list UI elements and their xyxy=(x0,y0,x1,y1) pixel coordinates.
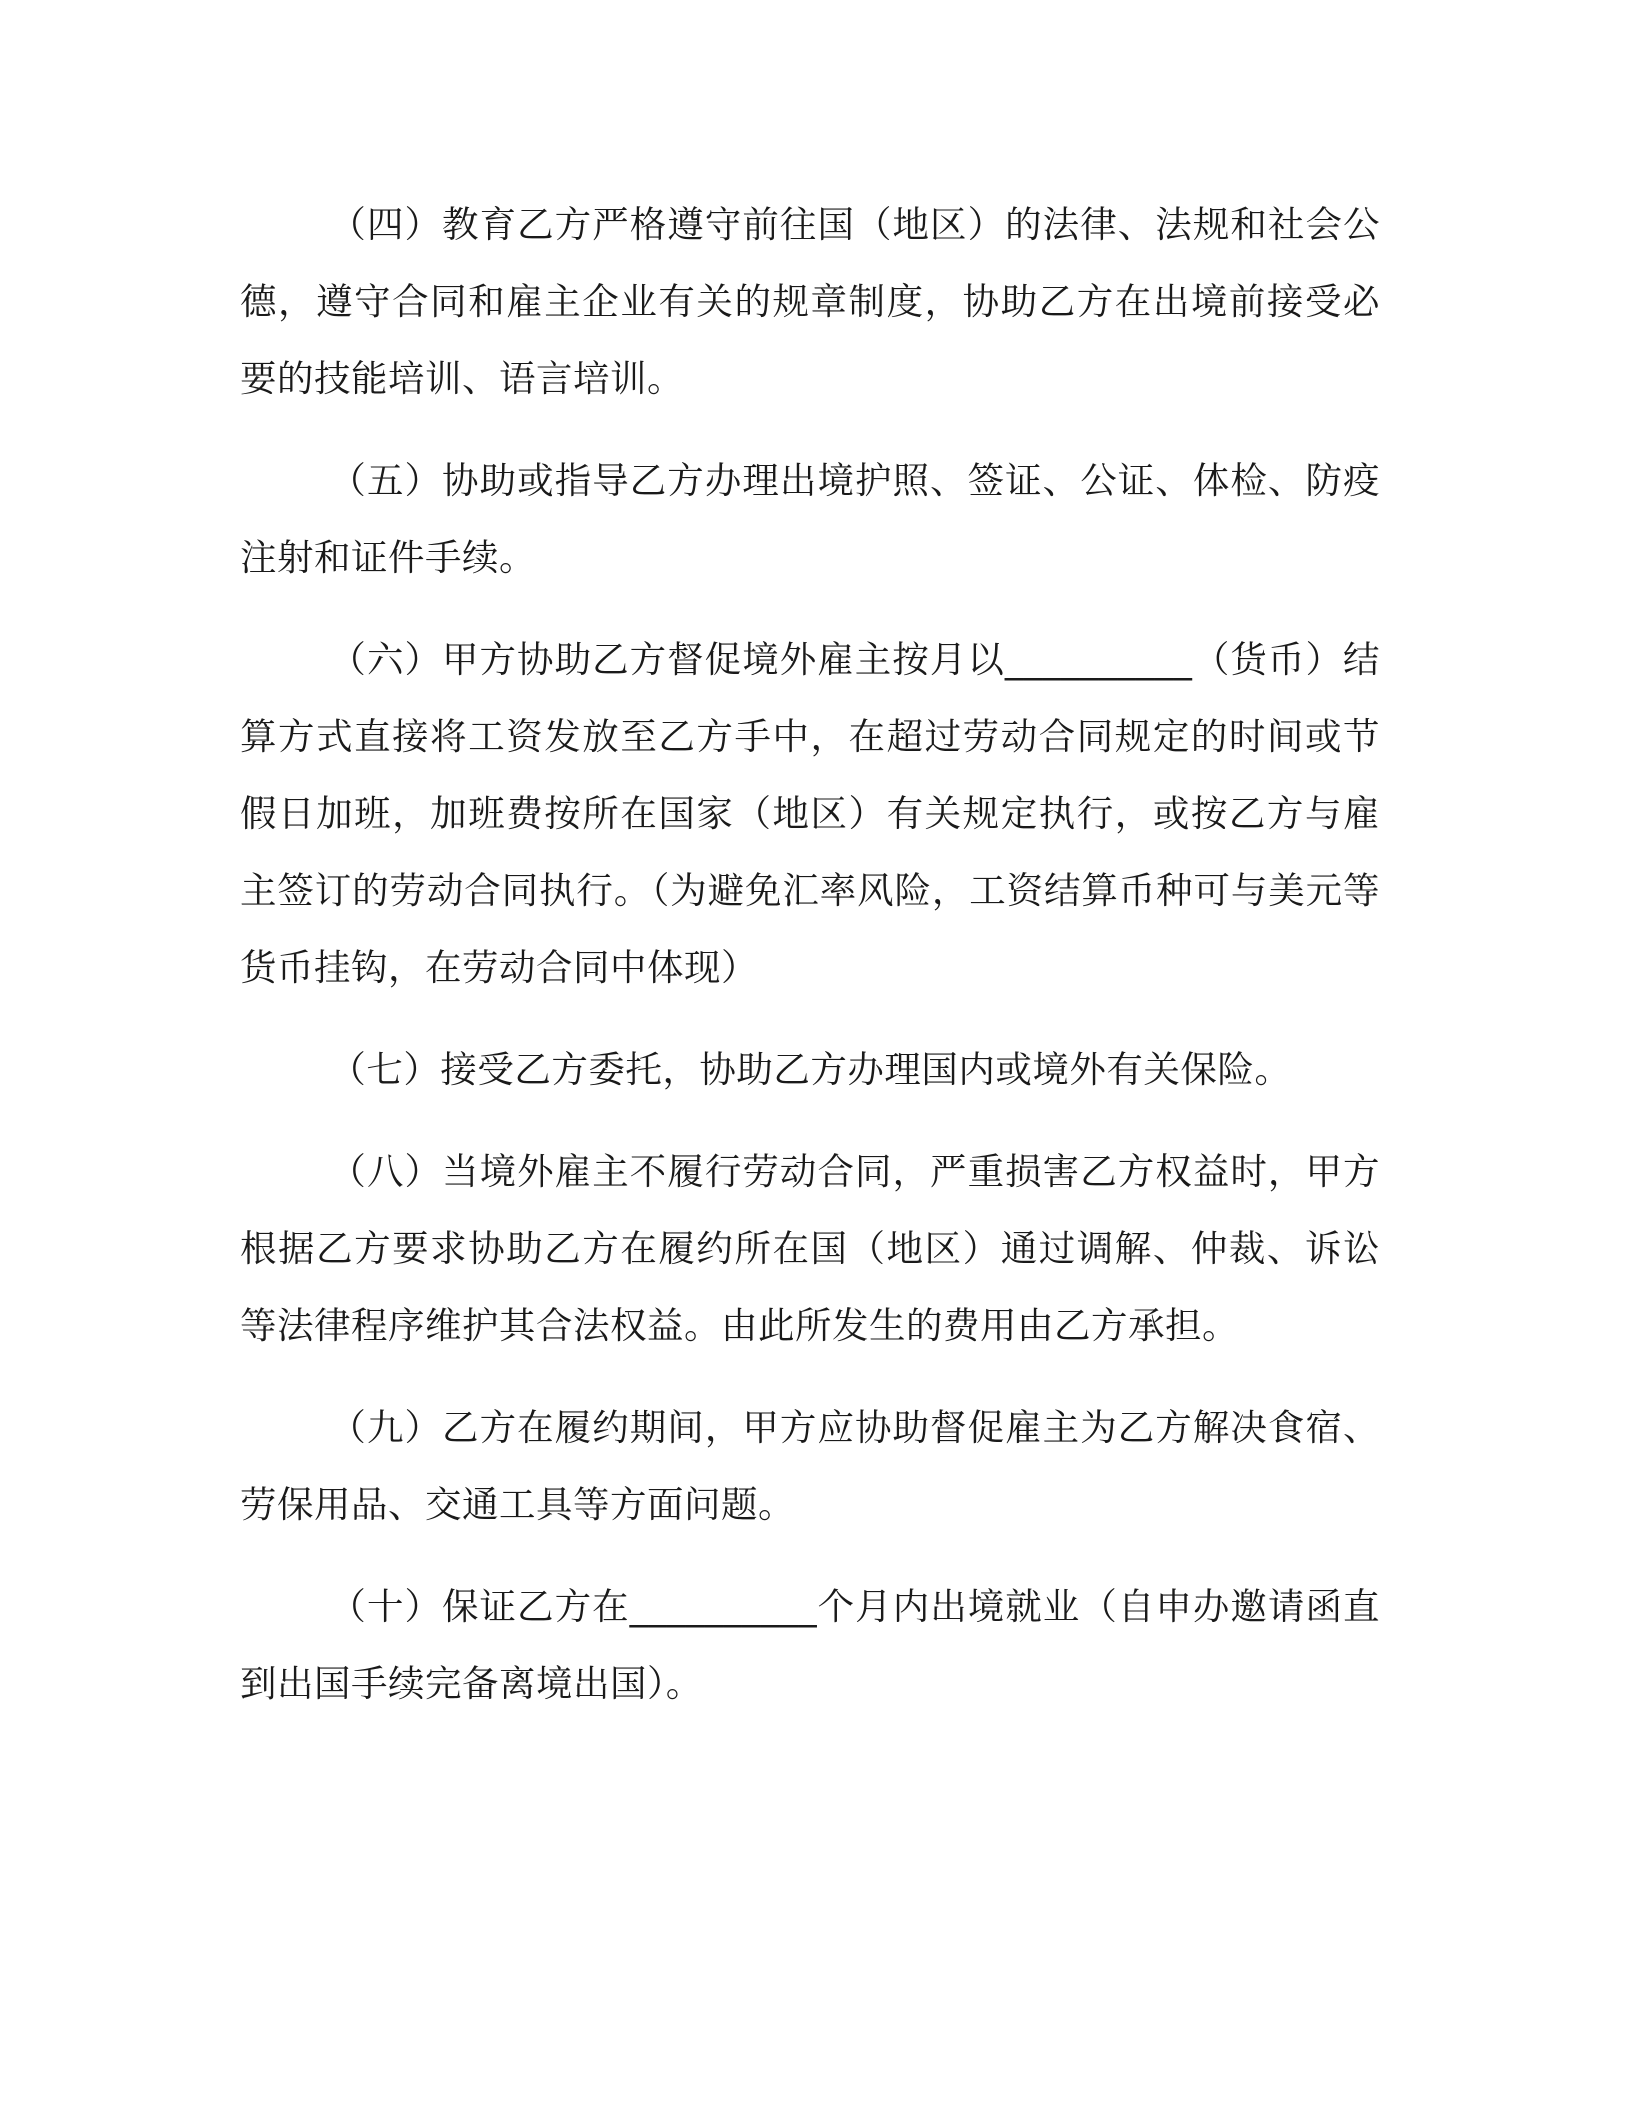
clause-5-paragraph: （五）协助或指导乙方办理出境护照、签证、公证、体检、防疫注射和证件手续。 xyxy=(240,459,1380,579)
clause-9-paragraph: （九）乙方在履约期间，甲方应协助督促雇主为乙方解决食宿、劳保用品、交通工具等方面问题。 xyxy=(240,1406,1380,1526)
clause-6-paragraph: （六）甲方协助乙方督促境外雇主按月以__________（货币）结算方式直接将工资发放至乙方手中，在超过劳动合同规定的时间或节假日加班，加班费按所在国家（地区）有关规定执行，或按乙方与雇主签订的劳动合同执行。（为避免汇率风险，工资结算币种可与美元等货币挂钩，在劳动合同中体现） xyxy=(240,638,1380,989)
clause-10-paragraph: （十）保证乙方在__________个月内出境就业（自申办邀请函直到出国手续完备离境出国）。 xyxy=(240,1585,1380,1705)
clause-8-paragraph: （八）当境外雇主不履行劳动合同，严重损害乙方权益时，甲方根据乙方要求协助乙方在履约所在国（地区）通过调解、仲裁、诉讼等法律程序维护其合法权益。由此所发生的费用由乙方承担。 xyxy=(240,1150,1380,1347)
document-body xyxy=(240,186,1380,1747)
clause-4-paragraph: （四）教育乙方严格遵守前往国（地区）的法律、法规和社会公德，遵守合同和雇主企业有关的规章制度，协助乙方在出境前接受必要的技能培训、语言培训。 xyxy=(240,203,1380,400)
clause-7-paragraph: （七）接受乙方委托，协助乙方办理国内或境外有关保险。 xyxy=(329,1048,1292,1091)
